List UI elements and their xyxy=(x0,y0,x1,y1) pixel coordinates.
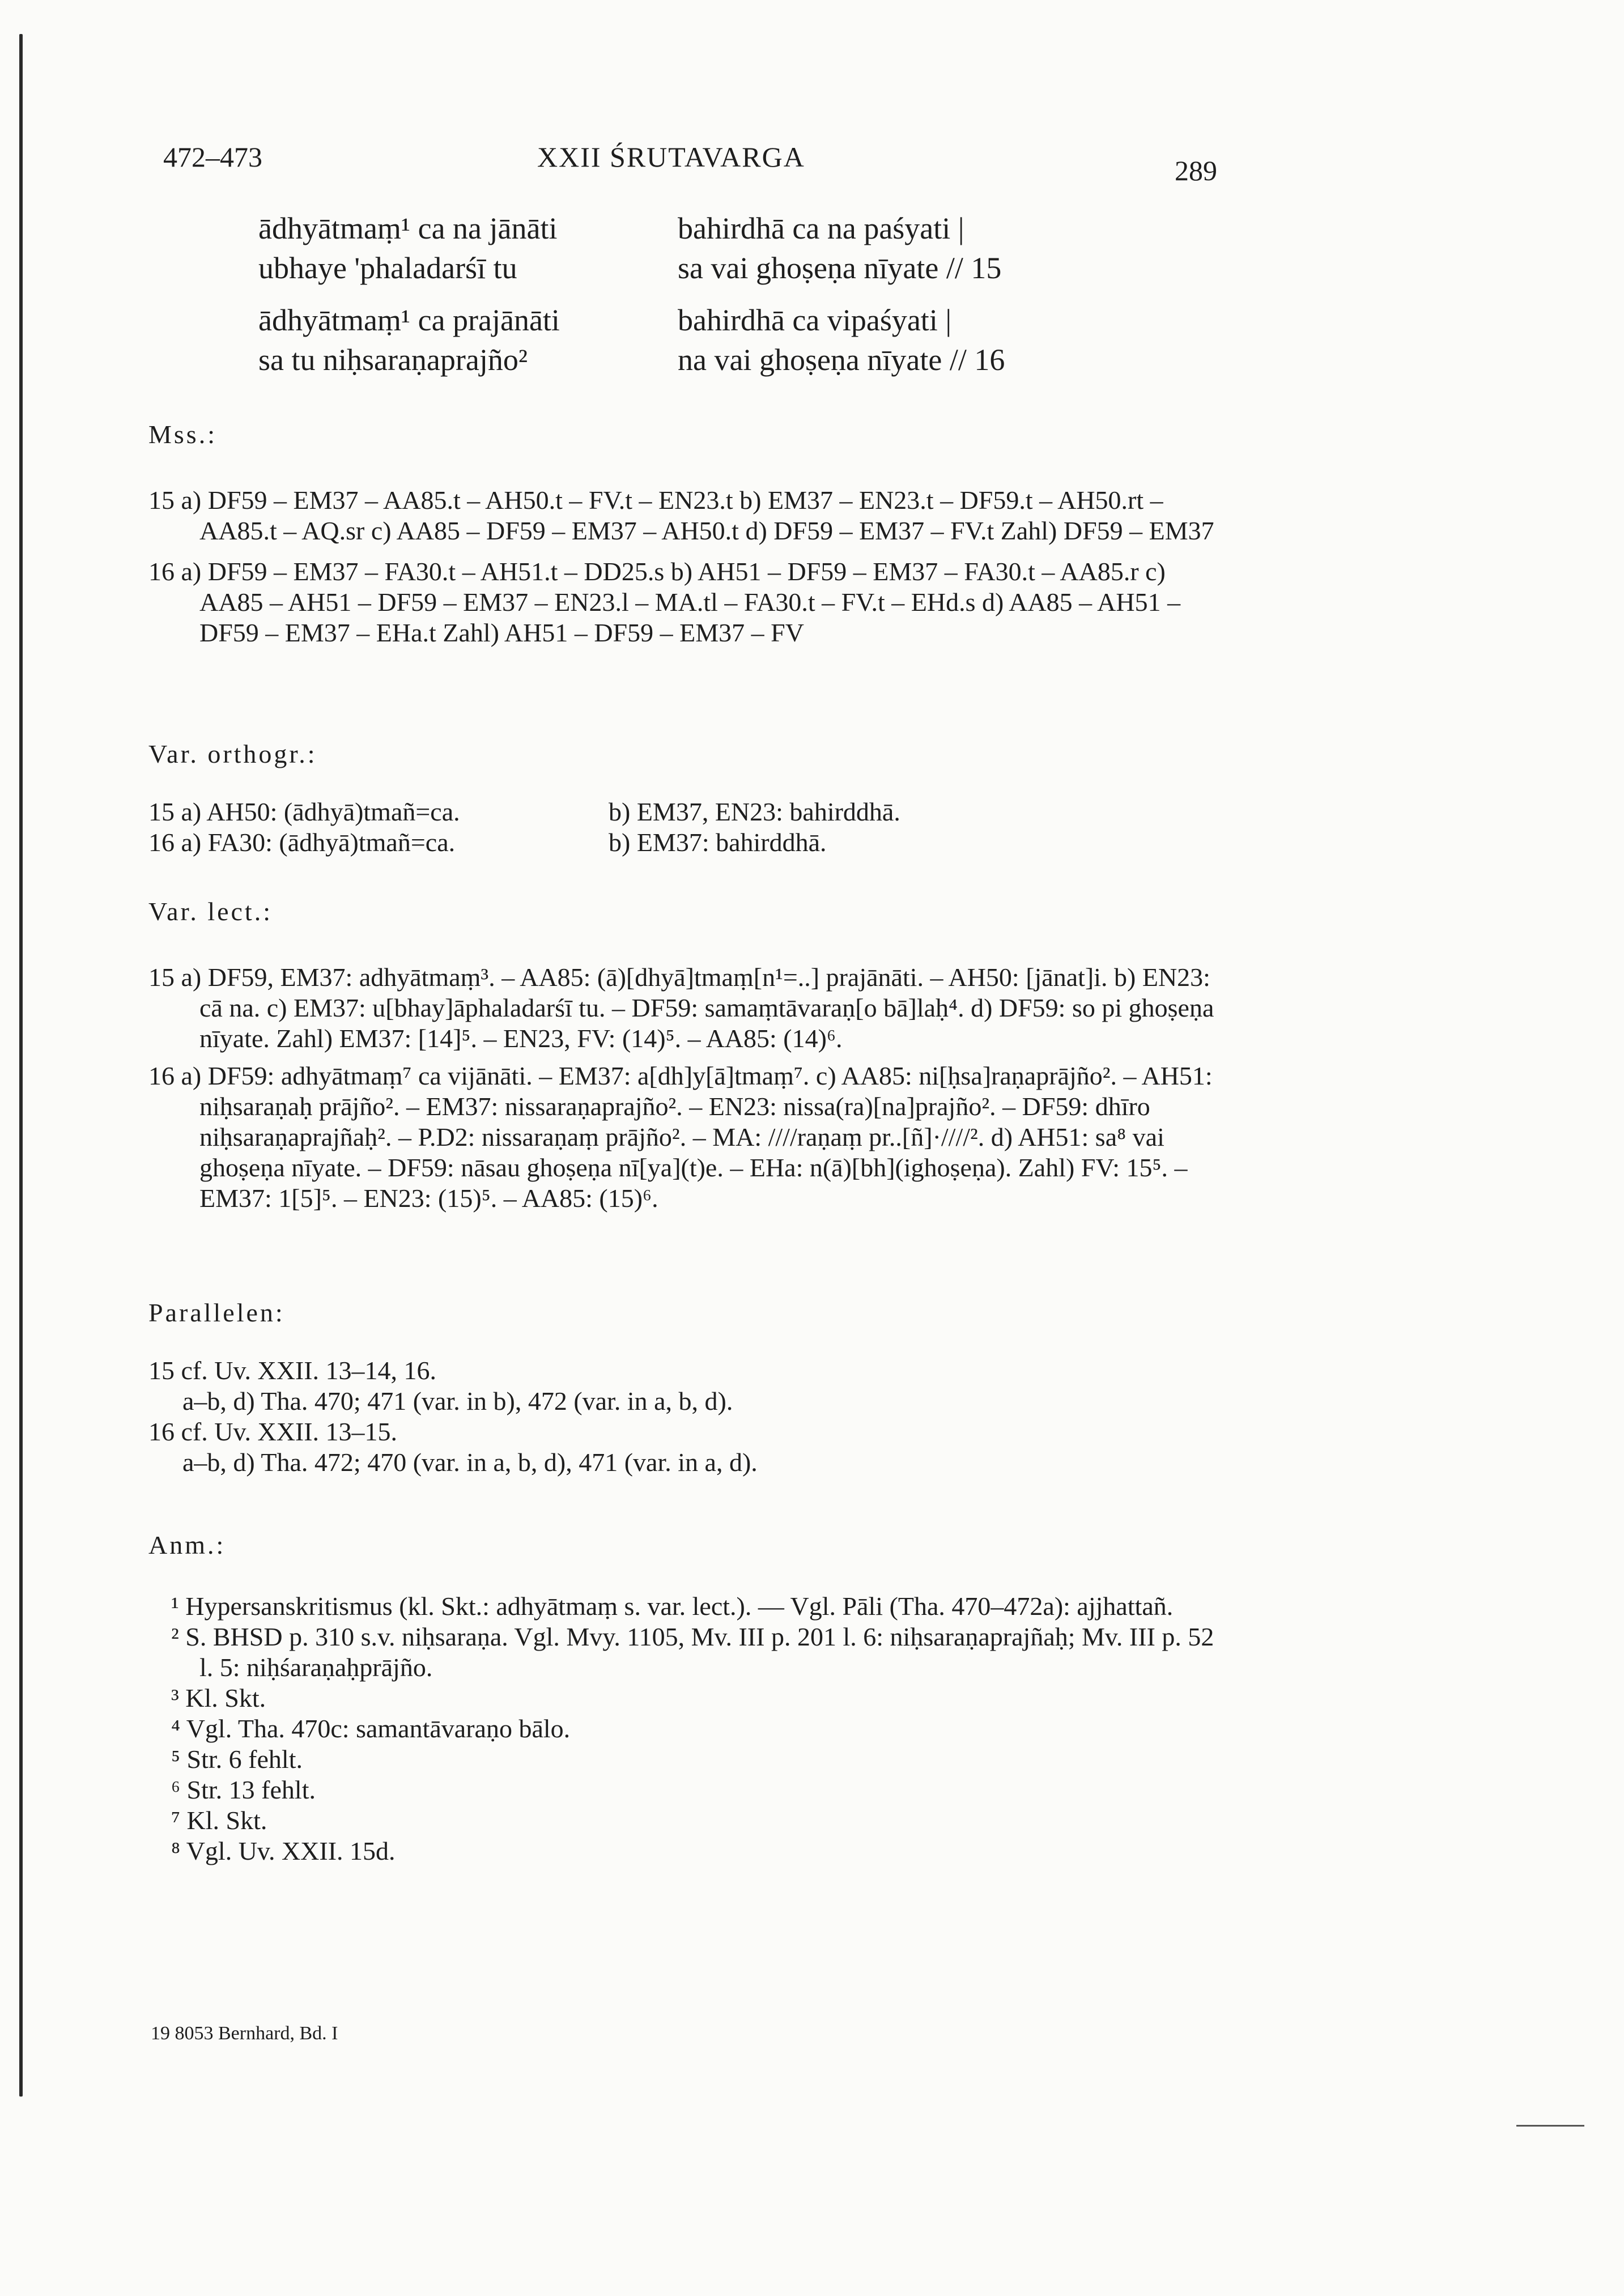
var-lect-entry-16: 16 a) DF59: adhyātmaṃ⁷ ca vijānāti. – EM37: a[dh]y[ā]tmaṃ⁷. c) AA85: ni[ḥsa]raṇaprājño². – AH51: niḥsaraṇaḥ prājño². – EM37: nissaraṇaprajño². – EN23: nissa(ra)[na]prajño². – DF59: dhīro niḥsaraṇaprajñaḥ². – P.D2: nissaraṇaṃ prājño². – MA: ////raṇaṃ pr..[ñ]·////². d) AH51: sa⁸ vai ghoṣeṇa nīyate. – DF59: nāsau ghoṣeṇa nī[ya](t)e. – EHa: n(ā)[bh](ighoṣeṇa). Zahl) FV: 15⁵. – EM37: 1[5]⁵. – EN23: (15)⁵. – AA85: (15)⁶. xyxy=(148,1061,1213,1213)
running-header xyxy=(163,141,1217,186)
footnote-2: ² S. BHSD p. 310 s.v. niḥsaraṇa. Vgl. Mvy. 1105, Mv. III p. 201 l. 6: niḥsaraṇaprajñaḥ; Mv. III p. 52 l. 5: niḥśaraṇaḥprājño. xyxy=(171,1622,1214,1682)
orthogr-a: 16 a) FA30: (ādhyā)tmañ=ca. xyxy=(148,828,456,857)
pada-c: sa tu niḥsaraṇaprajño² xyxy=(258,343,528,377)
footnote-3: ³ Kl. Skt. xyxy=(171,1683,266,1712)
verse-line xyxy=(258,209,1086,248)
section-heading: Var. orthogr.: xyxy=(148,739,317,768)
footnote-8: ⁸ Vgl. Uv. XXII. 15d. xyxy=(171,1836,396,1865)
printer-signature: 19 8053 Bernhard, Bd. I xyxy=(151,2023,338,2044)
pada-c: ubhaye 'phaladarśī tu xyxy=(258,251,517,285)
anm-section xyxy=(148,1530,1225,1866)
verse-line xyxy=(258,300,1086,340)
pada-a: ādhyātmaṃ¹ ca prajānāti xyxy=(258,303,560,337)
orthogr-a: 15 a) AH50: (ādhyā)tmañ=ca. xyxy=(148,797,460,826)
scan-margin-mark xyxy=(1516,2125,1584,2127)
header-verse-range: 472–473 xyxy=(163,141,262,173)
pada-d: na vai ghoṣeṇa nīyate // 16 xyxy=(678,343,1005,377)
footnote-7: ⁷ Kl. Skt. xyxy=(171,1806,267,1835)
parallel-line: a–b, d) Tha. 470; 471 (var. in b), 472 (var. in a, b, d). xyxy=(182,1387,733,1415)
parallel-line: 15 cf. Uv. XXII. 13–14, 16. xyxy=(148,1356,437,1385)
var-lect-section xyxy=(148,896,1225,1214)
mss-section xyxy=(148,419,1225,648)
verse-16 xyxy=(258,300,1086,380)
footnote-6: ⁶ Str. 13 fehlt. xyxy=(171,1775,316,1804)
mss-entry-15: 15 a) DF59 – EM37 – AA85.t – AH50.t – FV.t – EN23.t b) EM37 – EN23.t – DF59.t – AH50.rt – AA85.t – AQ.sr c) AA85 – DF59 – EM37 – AH50.t d) DF59 – EM37 – FV.t Zahl) DF59 – EM37 xyxy=(148,486,1214,545)
header-chapter-title: XXII ŚRUTAVARGA xyxy=(537,141,805,173)
pada-b: bahirdhā ca na paśyati | xyxy=(678,211,964,245)
footnote-4: ⁴ Vgl. Tha. 470c: samantāvaraṇo bālo. xyxy=(171,1714,571,1743)
orthogr-row-16 xyxy=(148,827,1225,858)
footnote-1: ¹ Hypersanskritismus (kl. Skt.: adhyātmaṃ s. var. lect.). — Vgl. Pāli (Tha. 470–472a): ajjhattañ. xyxy=(171,1592,1174,1621)
pada-b: bahirdhā ca vipaśyati | xyxy=(678,303,952,337)
verse-line xyxy=(258,248,1086,288)
parallelen-section xyxy=(148,1298,1225,1478)
parallel-line: a–b, d) Tha. 472; 470 (var. in a, b, d), 471 (var. in a, d). xyxy=(182,1448,758,1477)
orthogr-b: b) EM37, EN23: bahirddhā. xyxy=(609,797,900,826)
page-number: 289 xyxy=(1175,155,1217,186)
pada-a: ādhyātmaṃ¹ ca na jānāti xyxy=(258,211,558,245)
verse-15 xyxy=(258,209,1086,288)
mss-entry-16: 16 a) DF59 – EM37 – FA30.t – AH51.t – DD25.s b) AH51 – DF59 – EM37 – FA30.t – AA85.r c) AA85 – AH51 – DF59 – EM37 – EN23.l – MA.tl – FA30.t – FV.t – EHd.s d) AA85 – AH51 – DF59 – EM37 – EHa.t Zahl) AH51 – DF59 – EM37 – FV xyxy=(148,557,1181,647)
verse-line xyxy=(258,340,1086,380)
section-heading: Parallelen: xyxy=(148,1298,285,1327)
scan-binding-edge xyxy=(19,34,23,2097)
parallel-line: 16 cf. Uv. XXII. 13–15. xyxy=(148,1417,398,1446)
pada-d: sa vai ghoṣeṇa nīyate // 15 xyxy=(678,251,1002,285)
orthogr-b: b) EM37: bahirddhā. xyxy=(609,828,827,857)
section-heading: Var. lect.: xyxy=(148,897,273,926)
footnote-5: ⁵ Str. 6 fehlt. xyxy=(171,1745,303,1774)
var-lect-entry-15: 15 a) DF59, EM37: adhyātmaṃ³. – AA85: (ā)[dhyā]tmaṃ[n¹=..] prajānāti. – AH50: [jānat]i. b) EN23: cā na. c) EM37: u[bhay]āphaladarśī tu. – DF59: samaṃtāvaraṇ[o bā]laḥ⁴. d) DF59: so pi ghoṣeṇa nīyate. Zahl) EM37: [14]⁵. – EN23, FV: (14)⁵. – AA85: (14)⁶. xyxy=(148,963,1214,1053)
orthogr-row-15 xyxy=(148,797,1225,827)
var-orthogr-section xyxy=(148,739,1225,858)
section-heading: Mss.: xyxy=(148,420,217,449)
section-heading: Anm.: xyxy=(148,1530,226,1559)
